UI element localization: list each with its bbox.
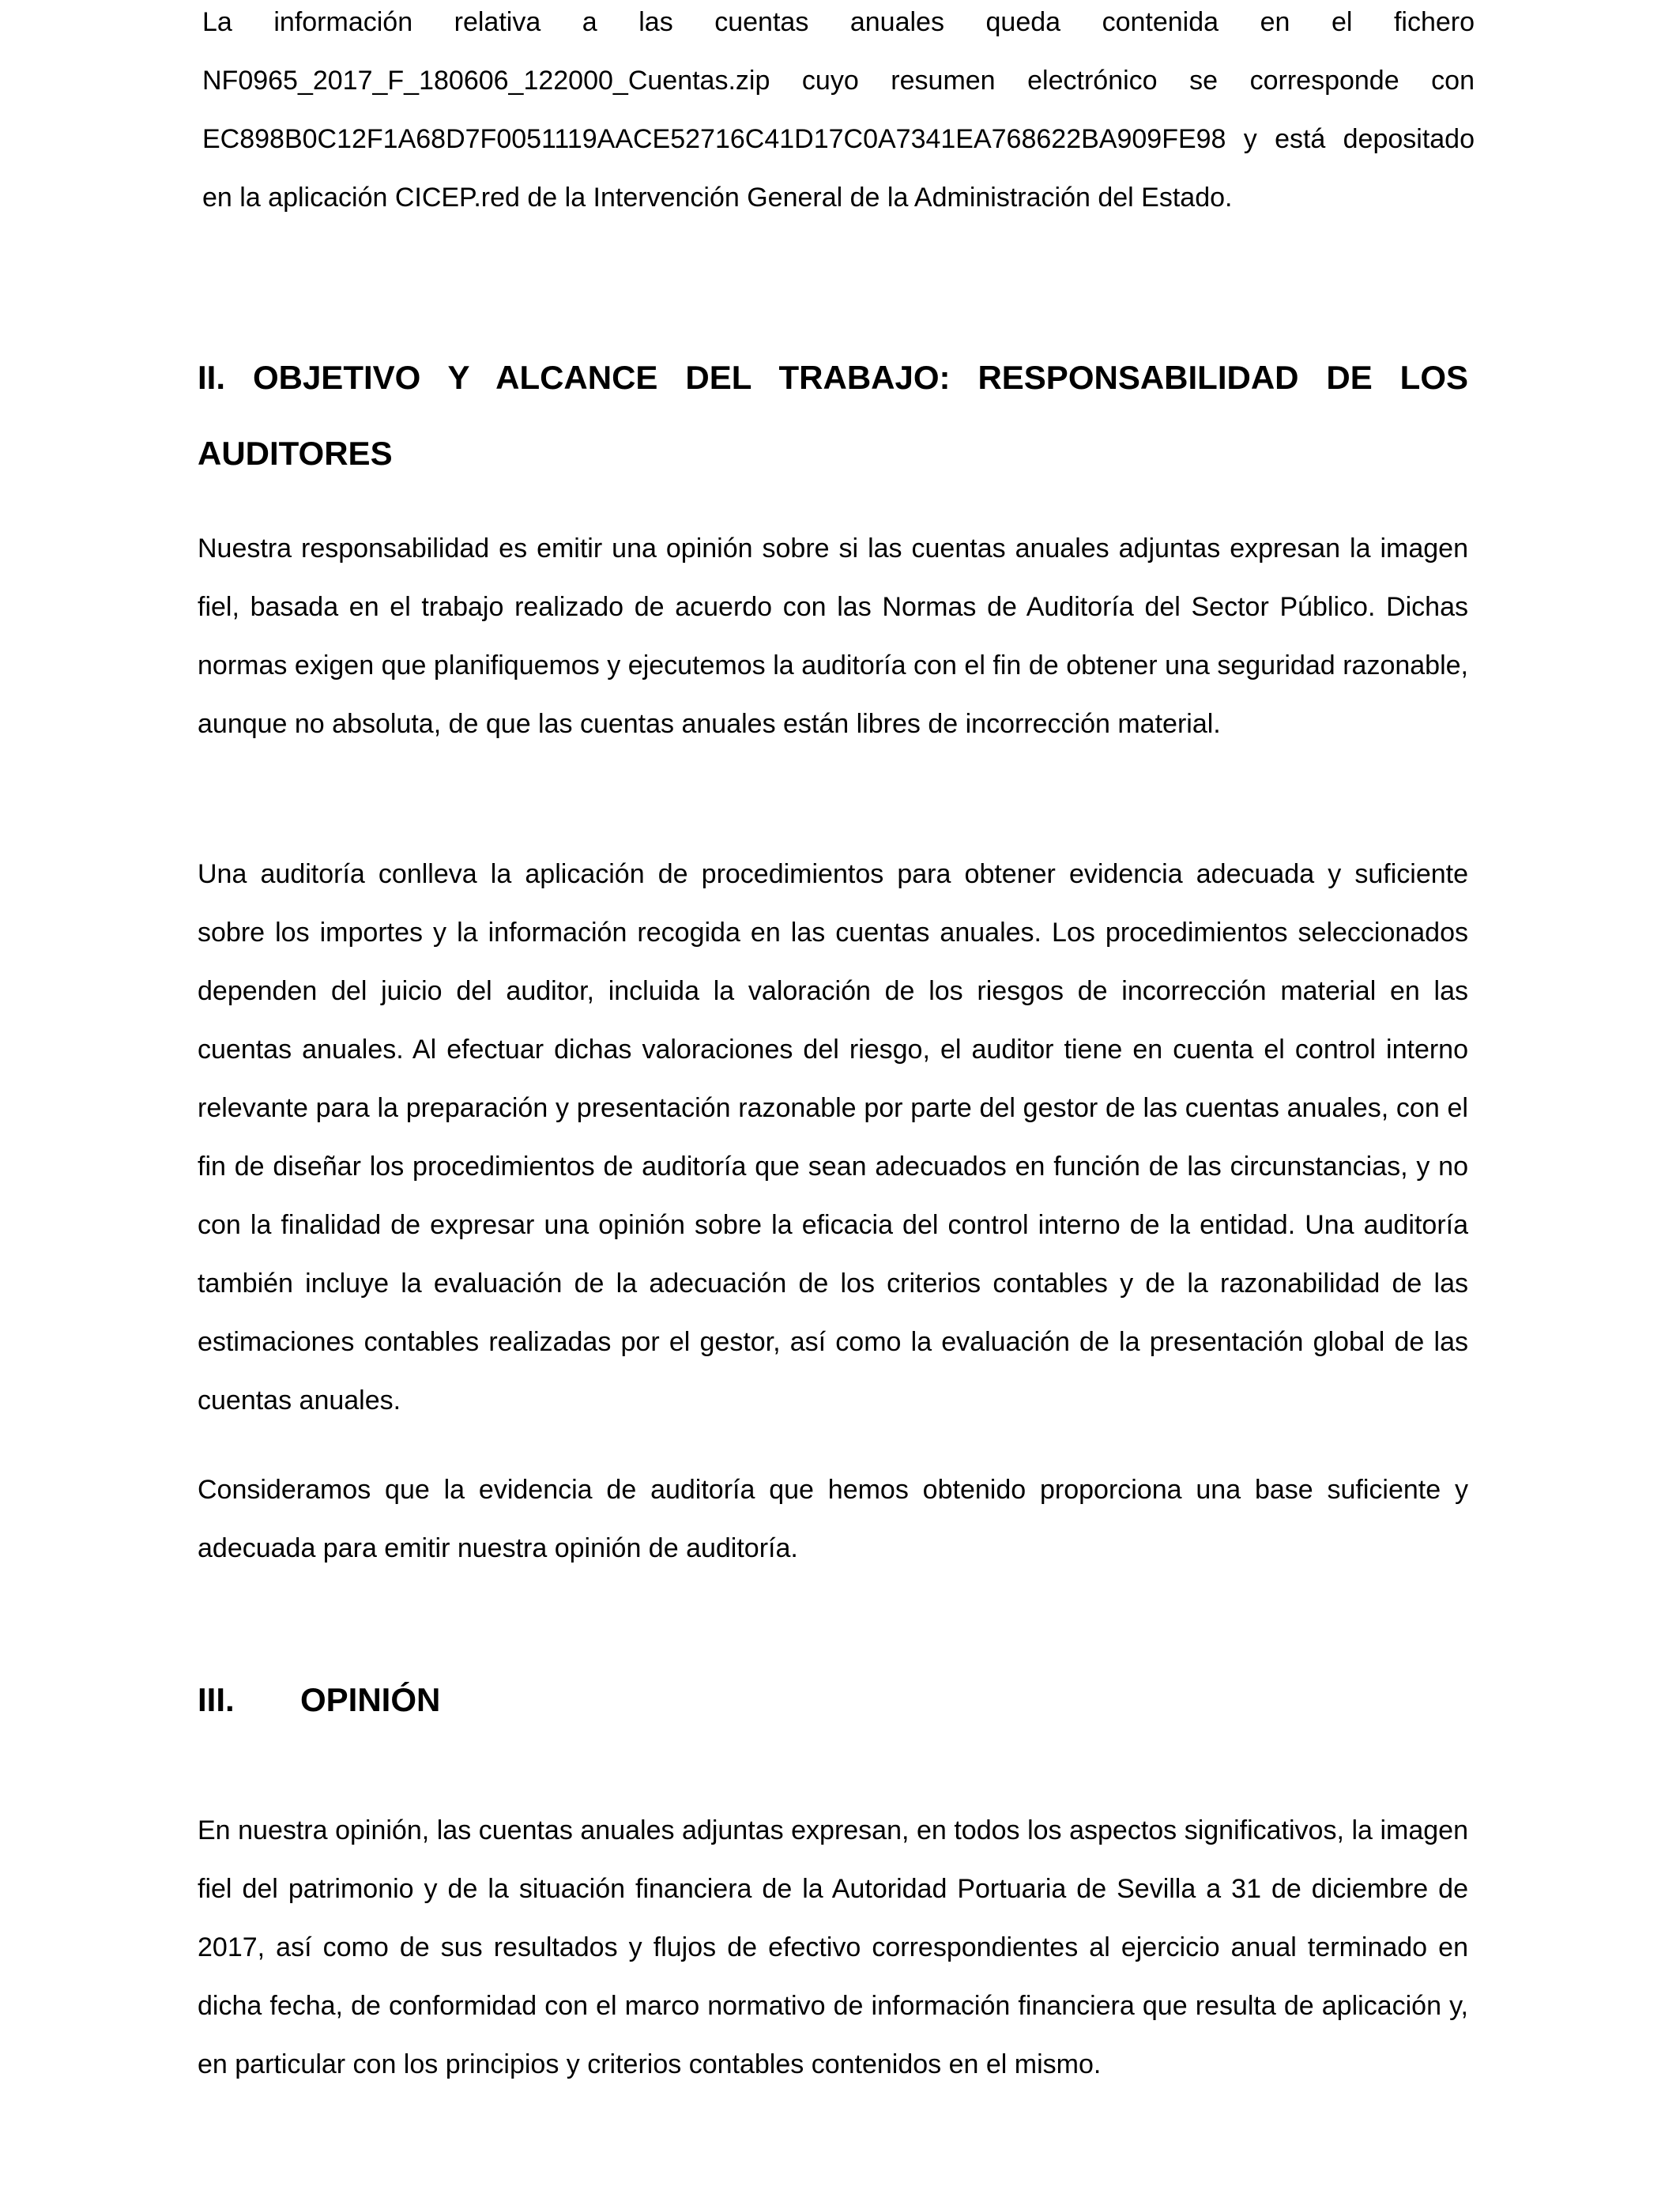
- section-2-paragraph-1: Nuestra responsabilidad es emitir una opinión sobre si las cuentas anuales adjuntas expresan la imagen fiel, basada en el trabajo realizado de acuerdo con las Normas de Auditoría del Sector Público. Dichas normas exigen que planifiquemos y ejecutemos la auditoría con el fin de obtener una seguridad razonable, aunque no absoluta, de que las cuentas anuales están libres de incorrección material.: [198, 533, 1468, 739]
- section-3-number: III.: [198, 1681, 235, 1718]
- section-3-heading: [198, 1662, 440, 1738]
- section-2-paragraph-2: Una auditoría conlleva la aplicación de procedimientos para obtener evidencia adecuada y suficiente sobre los importes y la información recogida en las cuentas anuales. Los procedimientos seleccionados dependen del juicio del auditor, incluida la valoración de los riesgos de incorrección material en las cuentas anuales. Al efectuar dichas valoraciones del riesgo, el auditor tiene en cuenta el control interno relevante para la preparación y presentación razonable por parte del gestor de las cuentas anuales, con el fin de diseñar los procedimientos de auditoría que sean adecuados en función de las circunstancias, y no con la finalidad de expresar una opinión sobre la eficacia del control interno de la entidad. Una auditoría también incluye la evaluación de la adecuación de los criterios contables y de la razonabilidad de las estimaciones contables realizadas por el gestor, así como la evaluación de la presentación global de las cuentas anuales.: [198, 859, 1468, 1416]
- section-3-title: OPINIÓN: [300, 1681, 441, 1718]
- section-2-title: OBJETIVO Y ALCANCE DEL TRABAJO: RESPONSABILIDAD DE LOS AUDITORES: [198, 359, 1469, 472]
- section-2-paragraph-3: Consideramos que la evidencia de auditoría que hemos obtenido proporciona una base suficiente y adecuada para emitir nuestra opinión de auditoría.: [198, 1475, 1468, 1563]
- section-3-paragraph: En nuestra opinión, las cuentas anuales adjuntas expresan, en todos los aspectos significativos, la imagen fiel del patrimonio y de la situación financiera de la Autoridad Portuaria de Sevilla a 31 de diciembre de 2017, así como de sus resultados y flujos de efectivo correspondientes al ejercicio anual terminado en dicha fecha, de conformidad con el marco normativo de información financiera que resulta de aplicación y, en particular con los principios y criterios contables contenidos en el mismo.: [198, 1815, 1468, 2079]
- section-2-number: II.: [198, 359, 226, 396]
- section-2-heading: [198, 340, 1468, 492]
- intro-paragraph: La información relativa a las cuentas anuales queda contenida en el fichero NF0965_2017_F_180606_122000_Cuentas.zip cuyo resumen electrónico se corresponde con EC898B0C12F1A68D7F0051119AACE52716C41D17C0A7341EA768622BA909FE98 y está depositado en la aplicación CICEP.red de la Intervención General de la Administración del Estado.: [202, 7, 1475, 213]
